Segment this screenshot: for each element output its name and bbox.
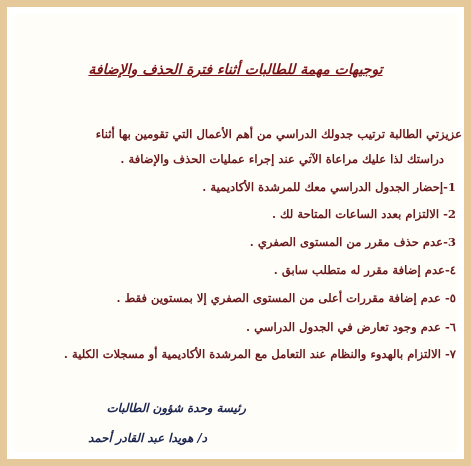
list-item: 1-إحضار الجدول الدراسي معك للمرشدة الأكاديمية .	[202, 180, 456, 194]
document-title: توجيهات مهمة للطالبات أثناء فترة الحذف والإضافة	[88, 62, 383, 78]
list-item: 2- الالتزام بعدد الساعات المتاحة لك .	[271, 207, 456, 221]
signature-name: د/ هويدا عبد القادر أحمد	[88, 431, 207, 445]
document-page	[14, 14, 457, 452]
list-item: ٧- الالتزام بالهدوء والنظام عند التعامل مع المرشدة الأكاديمية أو مسجلات الكلية .	[63, 347, 456, 361]
list-item: ٤-عدم إضافة مقرر له متطلب سابق .	[273, 263, 456, 277]
list-item: ٥- عدم إضافة مقررات أعلى من المستوى الصفري إلا بمستوين فقط .	[116, 291, 456, 305]
signature-role: رئيسة وحدة شؤون الطالبات	[106, 401, 246, 415]
intro-line-2: دراستك لذا عليك مراعاة الآتي عند إجراء عمليات الحذف والإضافة .	[120, 152, 444, 166]
list-item: 3-عدم حذف مقرر من المستوى الصفري .	[249, 235, 456, 249]
list-item: ٦- عدم وجود تعارض في الجدول الدراسي .	[246, 320, 456, 334]
intro-line-1: عزيزتي الطالبة ترتيب جدولك الدراسي من أهم الأعمال التي تقومين بها أثناء	[95, 127, 462, 141]
